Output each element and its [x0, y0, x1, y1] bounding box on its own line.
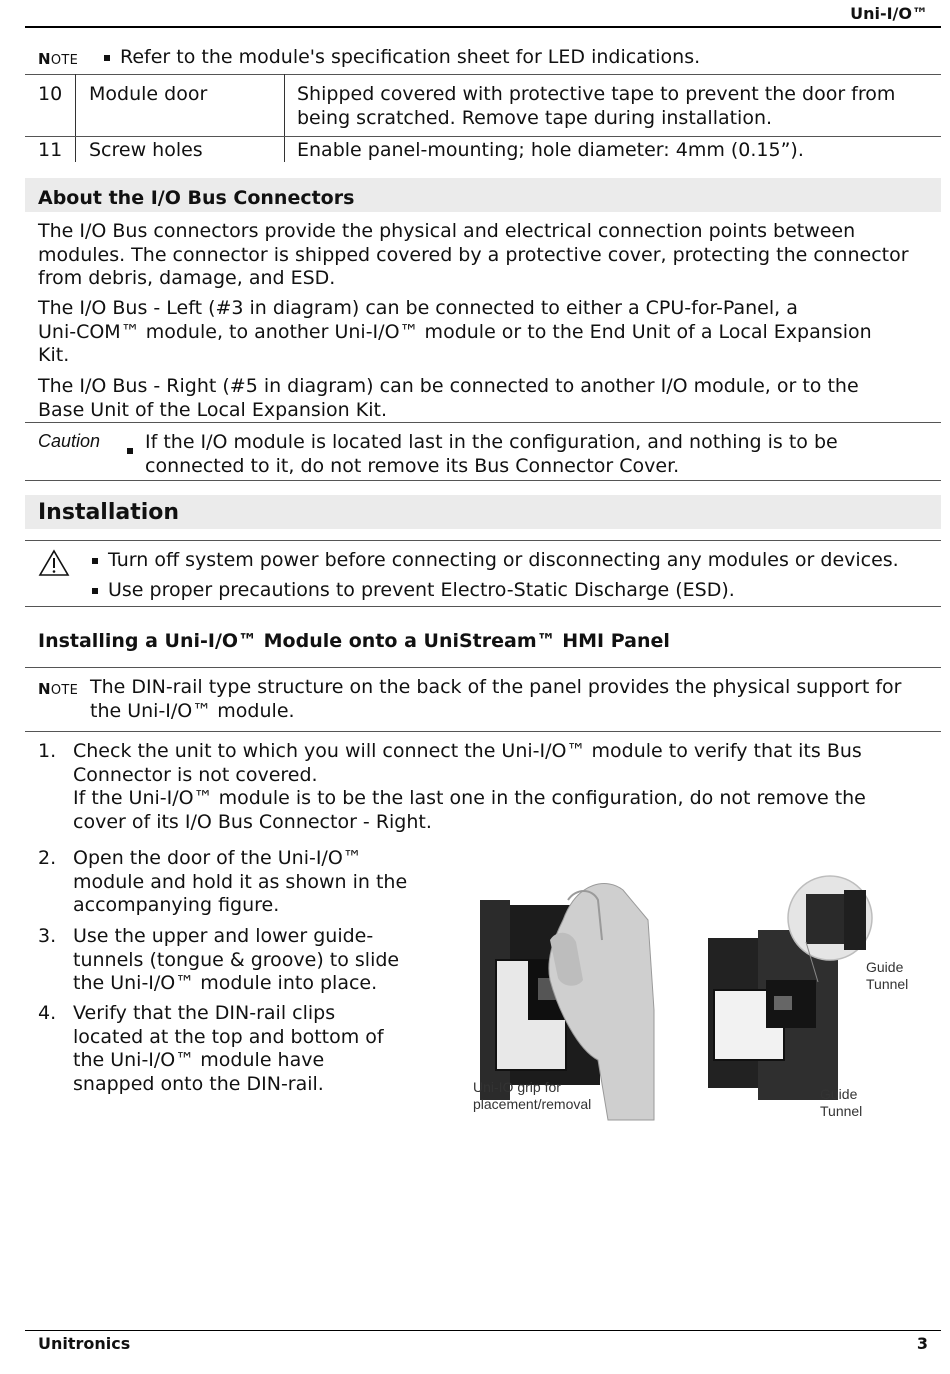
table-cell-item: Screw holes	[89, 139, 203, 161]
table-cell-desc: Enable panel-mounting; hole diameter: 4mm (0.15”).	[297, 139, 804, 161]
bullet-icon	[127, 440, 143, 459]
divider	[25, 422, 941, 423]
table-cell-num: 11	[38, 139, 63, 161]
table-cell-item: Module door	[89, 83, 208, 105]
bullet-icon	[104, 55, 110, 61]
parts-table	[25, 74, 941, 162]
bullet-icon	[92, 588, 98, 594]
subsection-title: Installing a Uni-I/O™ Module onto a UniStream™ HMI Panel	[38, 630, 670, 652]
page-number: 3	[916, 1334, 928, 1353]
note-label: NOTE	[38, 680, 79, 698]
step-number: 1.	[38, 740, 57, 762]
step-number: 4.	[38, 1002, 57, 1024]
table-col-divider	[284, 74, 285, 162]
table-row-divider	[25, 136, 941, 137]
divider	[25, 540, 941, 541]
note-label: NOTE	[38, 50, 79, 68]
module-installation-figure	[458, 860, 918, 1130]
footer-company: Unitronics	[38, 1334, 131, 1353]
step-number: 2.	[38, 847, 57, 869]
divider	[25, 480, 941, 481]
warning-icon	[38, 549, 70, 581]
paragraph: The I/O Bus - Right (#5 in diagram) can be connected to another I/O module, or to the Base Unit of the Local Expansion Kit.	[38, 375, 859, 421]
bullet-icon	[92, 558, 98, 564]
running-header-title: Uni-I/O™	[850, 4, 928, 23]
table-col-divider	[75, 74, 76, 162]
section-title: Installation	[38, 500, 180, 525]
paragraph: The I/O Bus - Left (#3 in diagram) can be connected to either a CPU-for-Panel, a Uni-COM™ module, to another Uni-I/O™ module or to the End Unit of a Local Expansion Kit.	[38, 297, 872, 366]
figure-caption-guide-tunnel-top: Guide Tunnel	[866, 959, 909, 992]
figure-caption-guide-tunnel-bottom: Guide Tunnel	[820, 1086, 863, 1119]
divider	[25, 667, 941, 668]
note-text: The DIN-rail type structure on the back of the panel provides the physical support for the Uni-I/O™ module.	[90, 676, 902, 722]
caution-label: Caution	[38, 431, 101, 451]
divider	[25, 731, 941, 732]
step-text: Use the upper and lower guide- tunnels (tongue & groove) to slide the Uni-I/O™ module into place.	[73, 925, 400, 994]
step-text: Open the door of the Uni-I/O™ module and hold it as shown in the accompanying figure.	[73, 847, 408, 916]
section-title: About the I/O Bus Connectors	[38, 187, 355, 209]
footer-rule	[25, 1330, 941, 1331]
warning-item: Turn off system power before connecting or disconnecting any modules or devices.	[92, 549, 899, 573]
paragraph: The I/O Bus connectors provide the physical and electrical connection points between modules. The connector is shipped covered by a protective cover, protecting the connector from debris, damage, and ESD.	[38, 220, 909, 289]
table-cell-desc: Shipped covered with protective tape to prevent the door from being scratched. Remove tape during installation.	[297, 83, 896, 129]
header-rule	[25, 26, 941, 28]
step-number: 3.	[38, 925, 57, 947]
divider	[25, 606, 941, 607]
figure-caption-grip: Uni-IO grip for placement/removal	[473, 1079, 592, 1112]
warning-item: Use proper precautions to prevent Electro-Static Discharge (ESD).	[92, 579, 735, 603]
step-text: Verify that the DIN-rail clips located at the top and bottom of the Uni-I/O™ module have snapped onto the DIN-rail.	[73, 1002, 384, 1095]
note-text: Refer to the module's specification sheet for LED indications.	[104, 46, 700, 70]
table-cell-num: 10	[38, 83, 63, 105]
step-text: Check the unit to which you will connect the Uni-I/O™ module to verify that its Bus Connector is not covered. If the Uni-I/O™ module is to be the last one in the configuration, do not remove the cover of its I/O Bus Connector - Right.	[73, 740, 866, 833]
caution-text: If the I/O module is located last in the configuration, and nothing is to be connected to it, do not remove its Bus Connector Cover.	[145, 431, 838, 477]
